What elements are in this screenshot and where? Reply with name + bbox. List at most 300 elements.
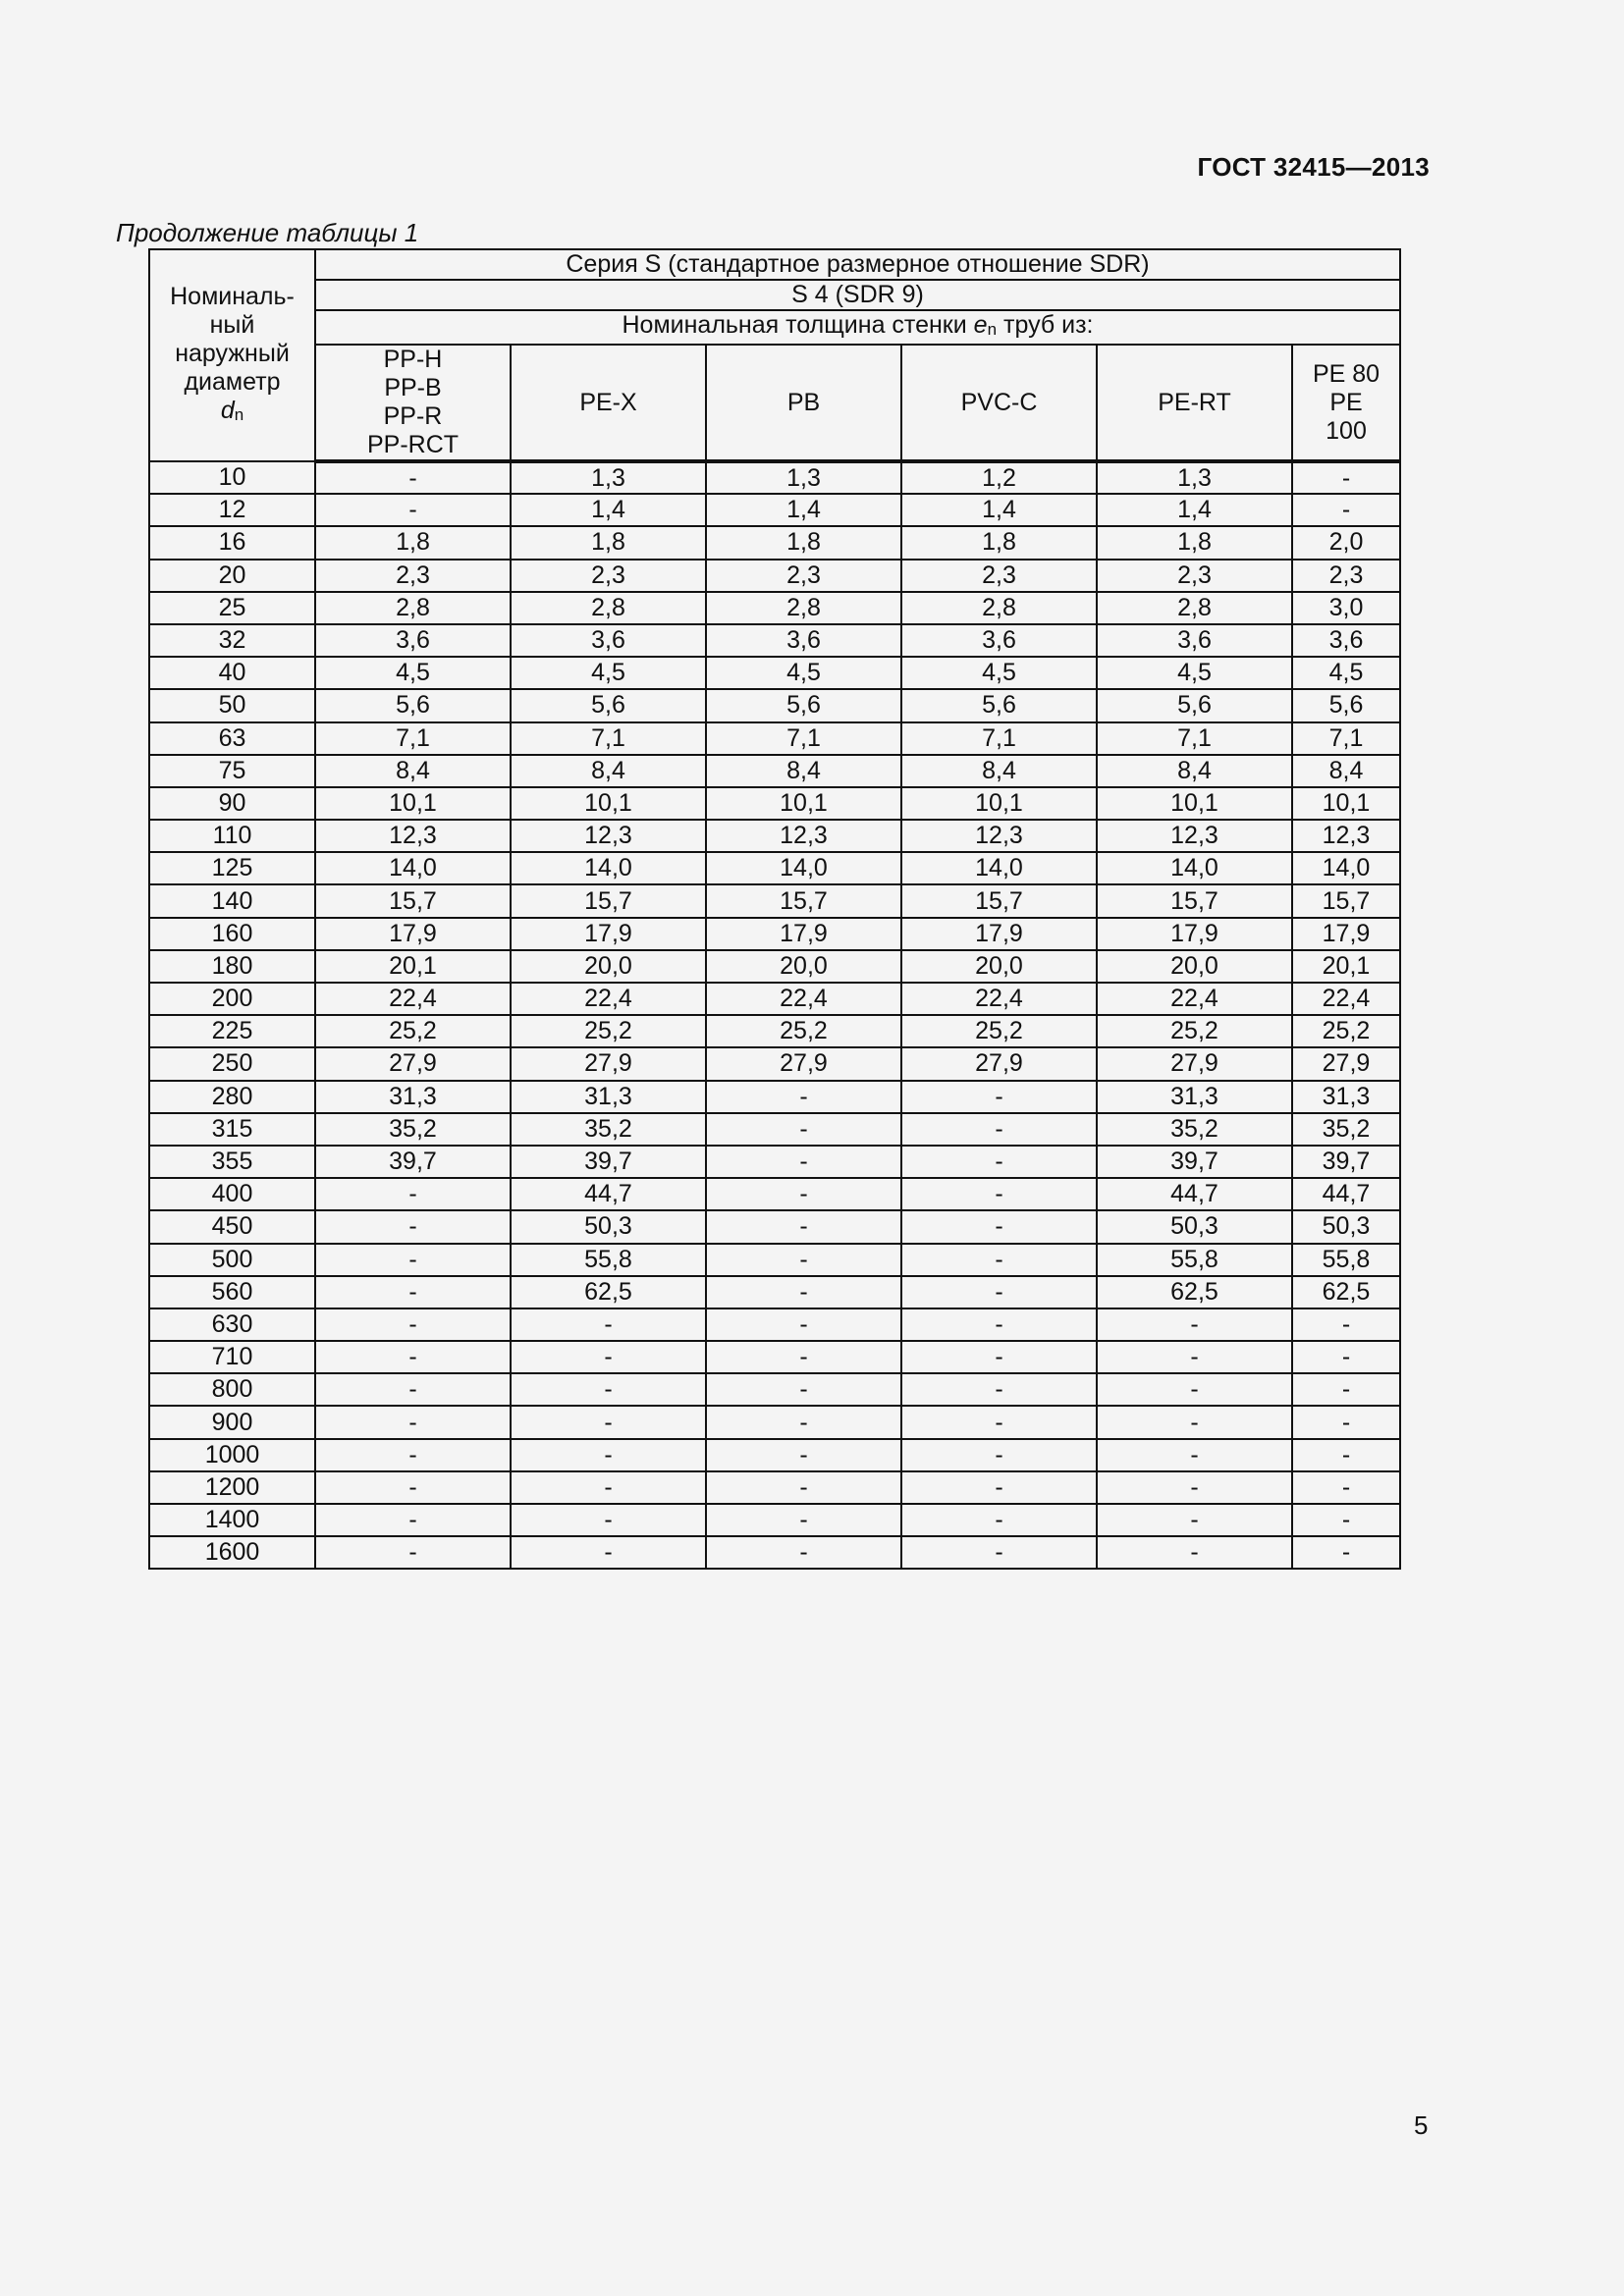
wall-thickness-cell: 3,6: [901, 624, 1097, 657]
wall-thickness-cell: -: [706, 1244, 901, 1276]
wall-thickness-cell: -: [315, 1406, 511, 1438]
wall-thickness-cell: -: [1097, 1341, 1292, 1373]
wall-thickness-cell: -: [511, 1406, 706, 1438]
wall-thickness-cell: -: [511, 1504, 706, 1536]
wall-thickness-cell: -: [511, 1536, 706, 1569]
wall-thickness-cell: 7,1: [901, 722, 1097, 755]
wall-thickness-cell: 22,4: [511, 983, 706, 1015]
material-label-line: PP-H: [383, 346, 443, 373]
material-label-line: PP-R: [383, 402, 443, 430]
wall-thickness-cell: 15,7: [511, 884, 706, 917]
wall-header-suffix: труб из:: [1003, 311, 1094, 339]
table-body: [149, 461, 1400, 1569]
wall-thickness-cell: 3,6: [511, 624, 706, 657]
wall-thickness-cell: 39,7: [315, 1146, 511, 1178]
nominal-diameter-cell: 500: [149, 1244, 315, 1276]
material-label-line: PVC-C: [960, 388, 1038, 416]
nominal-diameter-cell: 630: [149, 1308, 315, 1341]
wall-thickness-cell: 1,3: [511, 461, 706, 494]
wall-thickness-cell: -: [1097, 1308, 1292, 1341]
wall-thickness-cell: 22,4: [901, 983, 1097, 1015]
wall-thickness-cell: -: [706, 1536, 901, 1569]
wall-thickness-cell: -: [1292, 494, 1400, 526]
wall-thickness-cell: -: [901, 1504, 1097, 1536]
wall-thickness-cell: -: [901, 1308, 1097, 1341]
wall-thickness-cell: -: [511, 1373, 706, 1406]
nominal-diameter-cell: 16: [149, 526, 315, 559]
wall-thickness-cell: 15,7: [315, 884, 511, 917]
wall-thickness-cell: 25,2: [901, 1015, 1097, 1047]
table-row: [149, 1308, 1400, 1341]
material-label-line: PE 80: [1312, 359, 1380, 388]
wall-subscript: n: [987, 320, 998, 339]
wall-thickness-cell: -: [1292, 1308, 1400, 1341]
wall-thickness-cell: 2,8: [1097, 592, 1292, 624]
wall-thickness-cell: -: [706, 1113, 901, 1146]
wall-thickness-cell: 27,9: [1097, 1047, 1292, 1080]
nominal-diameter-cell: 250: [149, 1047, 315, 1080]
table-row: [149, 560, 1400, 592]
wall-thickness-cell: 1,3: [1097, 461, 1292, 494]
table-row: [149, 787, 1400, 820]
wall-thickness-cell: -: [315, 1373, 511, 1406]
diameter-symbol: d: [220, 396, 235, 424]
nominal-diameter-cell: 20: [149, 560, 315, 592]
wall-thickness-cell: 7,1: [1097, 722, 1292, 755]
wall-thickness-cell: -: [901, 1113, 1097, 1146]
table-row: [149, 1015, 1400, 1047]
wall-thickness-cell: 5,6: [511, 689, 706, 721]
wall-thickness-cell: 27,9: [1292, 1047, 1400, 1080]
wall-symbol: e: [973, 311, 988, 339]
wall-thickness-cell: -: [315, 494, 511, 526]
wall-thickness-cell: 1,4: [1097, 494, 1292, 526]
wall-thickness-cell: 20,0: [901, 950, 1097, 983]
wall-thickness-cell: 1,4: [511, 494, 706, 526]
wall-thickness-cell: 20,1: [1292, 950, 1400, 983]
wall-thickness-cell: -: [706, 1341, 901, 1373]
wall-thickness-cell: 35,2: [511, 1113, 706, 1146]
wall-thickness-cell: -: [706, 1081, 901, 1113]
wall-thickness-cell: 2,3: [1097, 560, 1292, 592]
material-label-line: PP-B: [384, 374, 442, 401]
wall-thickness-cell: 55,8: [1097, 1244, 1292, 1276]
wall-thickness-cell: -: [901, 1178, 1097, 1210]
wall-thickness-cell: -: [315, 1178, 511, 1210]
wall-thickness-cell: -: [901, 1276, 1097, 1308]
wall-thickness-cell: 5,6: [901, 689, 1097, 721]
wall-thickness-table: [148, 248, 1401, 1570]
wall-thickness-cell: 2,3: [315, 560, 511, 592]
wall-thickness-cell: -: [511, 1439, 706, 1471]
wall-thickness-cell: 2,8: [511, 592, 706, 624]
table-row: [149, 852, 1400, 884]
wall-thickness-cell: -: [1292, 1439, 1400, 1471]
wall-thickness-cell: 17,9: [901, 918, 1097, 950]
wall-thickness-cell: 2,3: [901, 560, 1097, 592]
wall-thickness-cell: 12,3: [901, 820, 1097, 852]
wall-thickness-cell: 7,1: [315, 722, 511, 755]
stub-header-symbol: [150, 397, 314, 429]
wall-thickness-header: [315, 310, 1400, 345]
wall-thickness-cell: 15,7: [1292, 884, 1400, 917]
table-row: [149, 1439, 1400, 1471]
wall-thickness-cell: -: [901, 1373, 1097, 1406]
nominal-diameter-cell: 12: [149, 494, 315, 526]
wall-thickness-cell: 17,9: [706, 918, 901, 950]
series-value-header: S 4 (SDR 9): [315, 280, 1400, 310]
table-caption: Продолжение таблицы 1: [116, 218, 419, 247]
wall-thickness-cell: 22,4: [706, 983, 901, 1015]
wall-thickness-cell: 31,3: [511, 1081, 706, 1113]
nominal-diameter-cell: 225: [149, 1015, 315, 1047]
nominal-diameter-cell: 90: [149, 787, 315, 820]
wall-thickness-cell: 15,7: [1097, 884, 1292, 917]
wall-thickness-cell: -: [1097, 1439, 1292, 1471]
nominal-diameter-header: [149, 249, 315, 461]
material-label-line: PP-RCT: [366, 431, 460, 458]
wall-thickness-cell: 1,3: [706, 461, 901, 494]
wall-thickness-cell: 14,0: [1097, 852, 1292, 884]
wall-thickness-cell: -: [315, 1504, 511, 1536]
wall-thickness-cell: 50,3: [1097, 1210, 1292, 1243]
nominal-diameter-cell: 110: [149, 820, 315, 852]
wall-thickness-cell: -: [315, 1308, 511, 1341]
table-row: [149, 592, 1400, 624]
wall-thickness-cell: 4,5: [901, 657, 1097, 689]
series-header: Серия S (стандартное размерное отношение SDR): [315, 249, 1400, 280]
wall-thickness-cell: 8,4: [315, 755, 511, 787]
table-row: [149, 657, 1400, 689]
wall-thickness-cell: 31,3: [1292, 1081, 1400, 1113]
wall-thickness-cell: 3,6: [315, 624, 511, 657]
wall-thickness-cell: -: [706, 1178, 901, 1210]
wall-thickness-cell: -: [1292, 1536, 1400, 1569]
wall-thickness-cell: 31,3: [315, 1081, 511, 1113]
nominal-diameter-cell: 355: [149, 1146, 315, 1178]
wall-thickness-cell: -: [706, 1308, 901, 1341]
nominal-diameter-cell: 1600: [149, 1536, 315, 1569]
wall-thickness-cell: -: [511, 1308, 706, 1341]
wall-thickness-cell: -: [706, 1406, 901, 1438]
wall-thickness-cell: 10,1: [1097, 787, 1292, 820]
wall-thickness-cell: 22,4: [315, 983, 511, 1015]
wall-thickness-cell: -: [901, 1406, 1097, 1438]
table-row: [149, 1113, 1400, 1146]
wall-thickness-cell: 44,7: [511, 1178, 706, 1210]
wall-thickness-cell: 39,7: [1097, 1146, 1292, 1178]
table-row: [149, 755, 1400, 787]
wall-thickness-cell: 15,7: [706, 884, 901, 917]
wall-thickness-cell: 2,3: [1292, 560, 1400, 592]
table-row: [149, 1146, 1400, 1178]
wall-thickness-cell: 17,9: [1097, 918, 1292, 950]
table-row: [149, 950, 1400, 983]
wall-thickness-cell: 20,0: [511, 950, 706, 983]
wall-thickness-cell: 22,4: [1097, 983, 1292, 1015]
wall-thickness-cell: 2,8: [315, 592, 511, 624]
wall-thickness-cell: 35,2: [315, 1113, 511, 1146]
material-column-header: [1292, 345, 1400, 461]
wall-thickness-cell: 7,1: [706, 722, 901, 755]
wall-thickness-cell: 62,5: [1097, 1276, 1292, 1308]
table-header: [149, 249, 1400, 461]
wall-thickness-cell: -: [706, 1276, 901, 1308]
wall-thickness-cell: 27,9: [315, 1047, 511, 1080]
wall-thickness-cell: 27,9: [511, 1047, 706, 1080]
wall-thickness-cell: 27,9: [706, 1047, 901, 1080]
nominal-diameter-cell: 450: [149, 1210, 315, 1243]
nominal-diameter-cell: 800: [149, 1373, 315, 1406]
table-row: [149, 918, 1400, 950]
nominal-diameter-cell: 1200: [149, 1471, 315, 1504]
wall-thickness-cell: 2,3: [706, 560, 901, 592]
wall-thickness-cell: 20,0: [1097, 950, 1292, 983]
table-row: [149, 820, 1400, 852]
nominal-diameter-cell: 200: [149, 983, 315, 1015]
wall-thickness-cell: 10,1: [315, 787, 511, 820]
wall-thickness-cell: 35,2: [1292, 1113, 1400, 1146]
material-column-header: [706, 345, 901, 461]
wall-thickness-cell: 4,5: [1292, 657, 1400, 689]
wall-thickness-cell: 14,0: [511, 852, 706, 884]
wall-thickness-cell: 4,5: [1097, 657, 1292, 689]
wall-thickness-cell: 5,6: [315, 689, 511, 721]
nominal-diameter-cell: 1000: [149, 1439, 315, 1471]
wall-thickness-cell: 3,6: [1097, 624, 1292, 657]
wall-thickness-cell: 1,8: [901, 526, 1097, 559]
wall-thickness-cell: 20,1: [315, 950, 511, 983]
wall-thickness-cell: -: [315, 1276, 511, 1308]
table-row: [149, 624, 1400, 657]
wall-thickness-cell: -: [901, 1244, 1097, 1276]
stub-header-line: Номиналь-: [170, 282, 295, 310]
nominal-diameter-cell: 40: [149, 657, 315, 689]
nominal-diameter-cell: 75: [149, 755, 315, 787]
wall-thickness-cell: 1,2: [901, 461, 1097, 494]
wall-thickness-cell: 14,0: [1292, 852, 1400, 884]
table-row: [149, 983, 1400, 1015]
wall-thickness-cell: 10,1: [706, 787, 901, 820]
table-row: [149, 494, 1400, 526]
table-row: [149, 1178, 1400, 1210]
wall-thickness-cell: 2,8: [901, 592, 1097, 624]
wall-thickness-cell: 62,5: [511, 1276, 706, 1308]
wall-thickness-cell: -: [706, 1146, 901, 1178]
table-row: [149, 1047, 1400, 1080]
nominal-diameter-cell: 710: [149, 1341, 315, 1373]
wall-thickness-cell: 27,9: [901, 1047, 1097, 1080]
wall-thickness-cell: 10,1: [511, 787, 706, 820]
table-row: [149, 722, 1400, 755]
table-row: [149, 1373, 1400, 1406]
wall-thickness-cell: 44,7: [1292, 1178, 1400, 1210]
table-row: [149, 884, 1400, 917]
wall-thickness-cell: 1,4: [901, 494, 1097, 526]
wall-thickness-cell: 62,5: [1292, 1276, 1400, 1308]
wall-thickness-cell: 1,4: [706, 494, 901, 526]
material-column-header: [901, 345, 1097, 461]
wall-thickness-cell: 39,7: [1292, 1146, 1400, 1178]
wall-thickness-cell: -: [1292, 461, 1400, 494]
wall-thickness-cell: 5,6: [1292, 689, 1400, 721]
table-row: [149, 1081, 1400, 1113]
table-row: [149, 1536, 1400, 1569]
wall-thickness-cell: 2,0: [1292, 526, 1400, 559]
material-column-header: [315, 345, 511, 461]
wall-thickness-cell: 8,4: [1097, 755, 1292, 787]
stub-header-line: диаметр: [184, 367, 281, 396]
wall-thickness-cell: 12,3: [511, 820, 706, 852]
wall-thickness-cell: 5,6: [1097, 689, 1292, 721]
wall-thickness-cell: 4,5: [706, 657, 901, 689]
wall-thickness-cell: 25,2: [511, 1015, 706, 1047]
wall-thickness-cell: -: [1292, 1341, 1400, 1373]
nominal-diameter-cell: 900: [149, 1406, 315, 1438]
wall-thickness-cell: -: [315, 1244, 511, 1276]
wall-thickness-cell: -: [901, 1146, 1097, 1178]
wall-thickness-cell: -: [315, 461, 511, 494]
wall-thickness-cell: -: [1097, 1406, 1292, 1438]
wall-thickness-cell: 10,1: [901, 787, 1097, 820]
material-label-line: 100: [1326, 416, 1367, 445]
wall-thickness-cell: 2,3: [511, 560, 706, 592]
wall-thickness-cell: 39,7: [511, 1146, 706, 1178]
wall-thickness-cell: -: [706, 1210, 901, 1243]
wall-thickness-cell: 25,2: [1097, 1015, 1292, 1047]
diameter-subscript: n: [234, 404, 244, 424]
material-column-header: [511, 345, 706, 461]
nominal-diameter-cell: 400: [149, 1178, 315, 1210]
wall-thickness-cell: 17,9: [1292, 918, 1400, 950]
wall-thickness-cell: -: [1292, 1471, 1400, 1504]
material-header-row: [149, 345, 1400, 461]
wall-thickness-cell: -: [315, 1341, 511, 1373]
stub-header-line: наружный: [175, 339, 290, 367]
wall-thickness-cell: -: [1292, 1406, 1400, 1438]
page-number: 5: [1414, 2110, 1429, 2140]
wall-thickness-cell: 22,4: [1292, 983, 1400, 1015]
material-label-line: PE: [1329, 388, 1363, 416]
wall-thickness-cell: 3,6: [1292, 624, 1400, 657]
table-row: [149, 689, 1400, 721]
wall-thickness-cell: -: [901, 1081, 1097, 1113]
nominal-diameter-cell: 125: [149, 852, 315, 884]
wall-thickness-cell: -: [1097, 1471, 1292, 1504]
wall-thickness-cell: -: [901, 1471, 1097, 1504]
wall-thickness-cell: 12,3: [1097, 820, 1292, 852]
nominal-diameter-cell: 10: [149, 461, 315, 494]
nominal-diameter-cell: 560: [149, 1276, 315, 1308]
nominal-diameter-cell: 315: [149, 1113, 315, 1146]
wall-thickness-cell: 2,8: [706, 592, 901, 624]
wall-thickness-cell: 8,4: [1292, 755, 1400, 787]
standard-number: ГОСТ 32415—2013: [1197, 152, 1430, 182]
material-label-line: PB: [786, 388, 821, 416]
wall-thickness-cell: -: [1097, 1536, 1292, 1569]
wall-thickness-cell: -: [315, 1471, 511, 1504]
wall-thickness-cell: 4,5: [315, 657, 511, 689]
wall-thickness-cell: 25,2: [315, 1015, 511, 1047]
wall-thickness-cell: -: [706, 1471, 901, 1504]
table-row: [149, 1471, 1400, 1504]
wall-thickness-cell: 14,0: [706, 852, 901, 884]
wall-thickness-cell: -: [1292, 1504, 1400, 1536]
wall-thickness-cell: 15,7: [901, 884, 1097, 917]
wall-thickness-cell: 8,4: [901, 755, 1097, 787]
wall-thickness-cell: -: [1292, 1373, 1400, 1406]
table-row: [149, 1341, 1400, 1373]
table-row: [149, 1210, 1400, 1243]
table-row: [149, 1504, 1400, 1536]
wall-thickness-cell: 12,3: [706, 820, 901, 852]
wall-thickness-cell: 17,9: [315, 918, 511, 950]
wall-thickness-cell: 12,3: [315, 820, 511, 852]
wall-thickness-cell: 35,2: [1097, 1113, 1292, 1146]
wall-thickness-cell: 1,8: [511, 526, 706, 559]
wall-thickness-cell: -: [901, 1536, 1097, 1569]
nominal-diameter-cell: 280: [149, 1081, 315, 1113]
wall-thickness-cell: 3,6: [706, 624, 901, 657]
wall-thickness-cell: 1,8: [706, 526, 901, 559]
wall-thickness-cell: 8,4: [511, 755, 706, 787]
wall-thickness-cell: -: [901, 1210, 1097, 1243]
nominal-diameter-cell: 63: [149, 722, 315, 755]
wall-thickness-cell: -: [1097, 1373, 1292, 1406]
wall-thickness-cell: -: [706, 1373, 901, 1406]
wall-thickness-cell: -: [901, 1341, 1097, 1373]
wall-thickness-cell: -: [511, 1341, 706, 1373]
table-row: [149, 526, 1400, 559]
wall-thickness-cell: 14,0: [315, 852, 511, 884]
wall-thickness-cell: -: [901, 1439, 1097, 1471]
nominal-diameter-cell: 140: [149, 884, 315, 917]
wall-thickness-cell: 7,1: [1292, 722, 1400, 755]
wall-thickness-cell: 8,4: [706, 755, 901, 787]
wall-thickness-cell: 25,2: [706, 1015, 901, 1047]
material-column-header: [1097, 345, 1292, 461]
wall-thickness-cell: 1,8: [315, 526, 511, 559]
wall-thickness-cell: 12,3: [1292, 820, 1400, 852]
table-row: [149, 1406, 1400, 1438]
nominal-diameter-cell: 25: [149, 592, 315, 624]
wall-thickness-cell: 20,0: [706, 950, 901, 983]
wall-thickness-cell: -: [706, 1439, 901, 1471]
wall-thickness-cell: 1,8: [1097, 526, 1292, 559]
wall-thickness-cell: -: [1097, 1504, 1292, 1536]
wall-thickness-cell: -: [511, 1471, 706, 1504]
wall-thickness-cell: 25,2: [1292, 1015, 1400, 1047]
wall-thickness-cell: 55,8: [1292, 1244, 1400, 1276]
wall-thickness-cell: -: [315, 1210, 511, 1243]
wall-thickness-cell: 50,3: [511, 1210, 706, 1243]
nominal-diameter-cell: 180: [149, 950, 315, 983]
stub-header-line: ный: [209, 310, 255, 339]
wall-thickness-cell: 14,0: [901, 852, 1097, 884]
wall-thickness-cell: 44,7: [1097, 1178, 1292, 1210]
wall-thickness-cell: 17,9: [511, 918, 706, 950]
wall-thickness-cell: -: [315, 1536, 511, 1569]
wall-thickness-cell: 4,5: [511, 657, 706, 689]
table-row: [149, 1244, 1400, 1276]
wall-header-prefix: Номинальная толщина стенки: [622, 311, 967, 339]
material-label-line: PE-RT: [1158, 388, 1231, 416]
nominal-diameter-cell: 32: [149, 624, 315, 657]
table-row: [149, 1276, 1400, 1308]
nominal-diameter-cell: 1400: [149, 1504, 315, 1536]
wall-thickness-cell: 3,0: [1292, 592, 1400, 624]
wall-thickness-cell: 55,8: [511, 1244, 706, 1276]
